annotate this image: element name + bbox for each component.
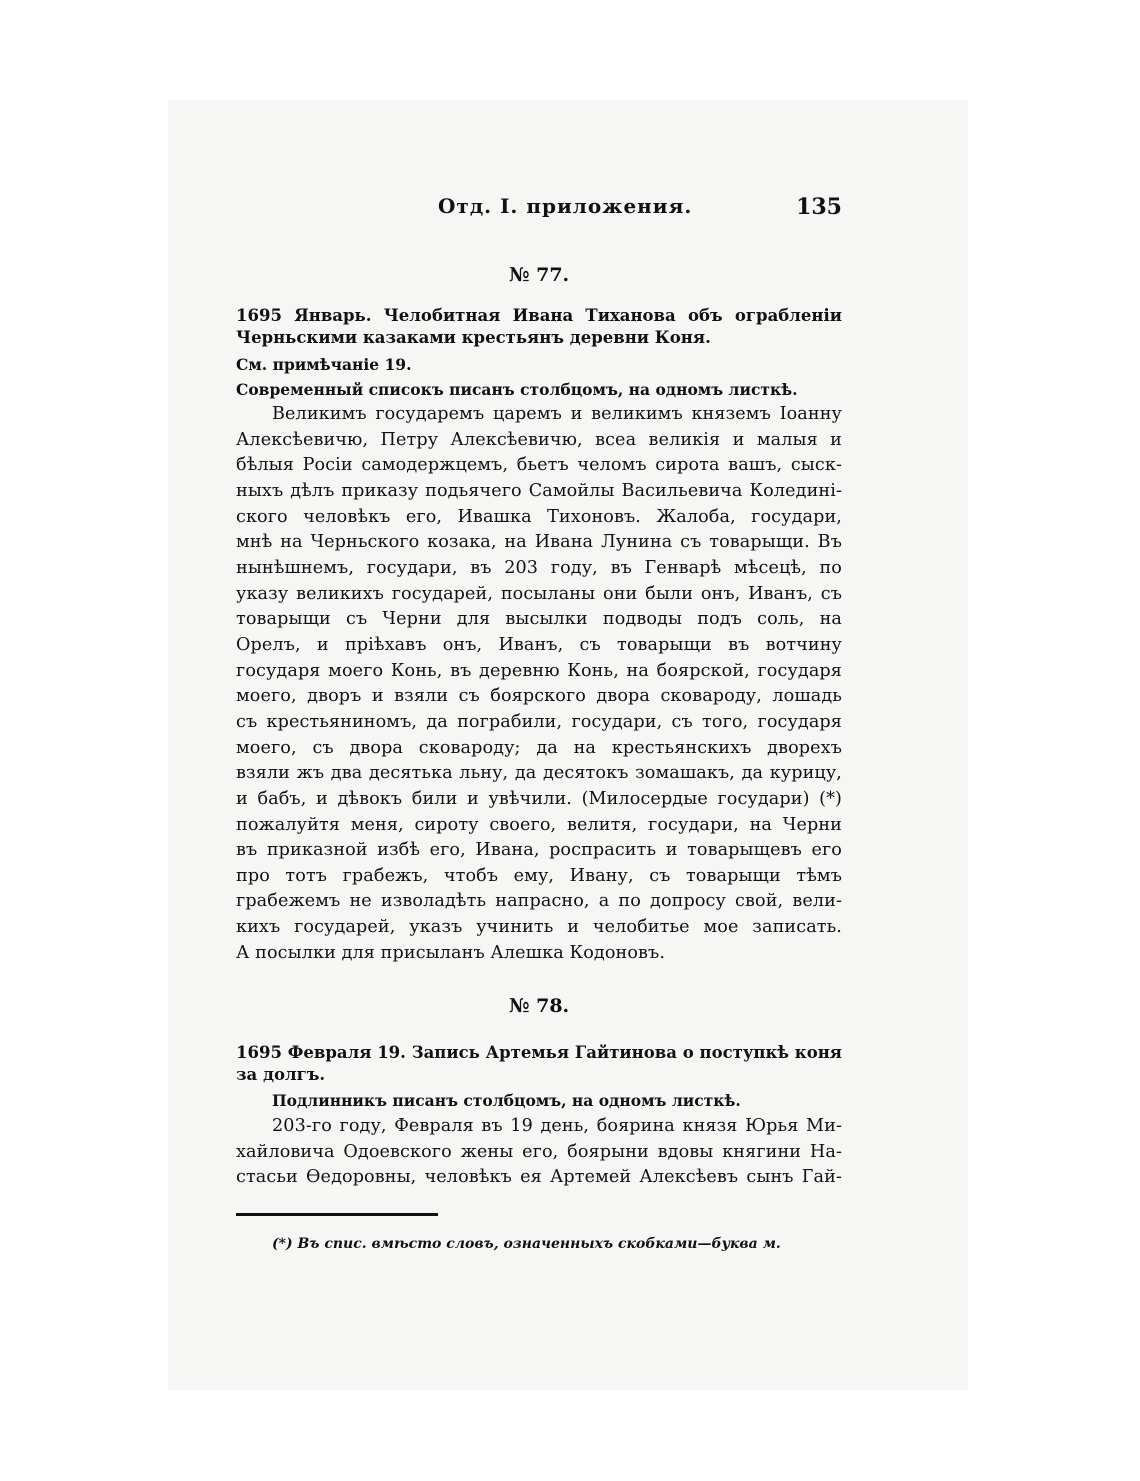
body-line: въ приказной избѣ его, Ивана, роспрасить и товарыщевъ его: [236, 840, 842, 861]
body-line: и бабъ, и дѣвокъ били и увѣчили. (Милосердые государи) (*): [236, 788, 842, 809]
body-line: мнѣ на Черньского козака, на Ивана Лунина съ товарыщи. Въ: [236, 532, 842, 553]
note-line: См. примѣчанiе 19.: [236, 355, 412, 374]
body-line: товарыщи съ Черни для высылки подводы подъ соль, на: [236, 609, 842, 630]
document-number: № 78.: [508, 995, 570, 1017]
header-line: Черньскими казаками крестьянъ деревни Коня.: [236, 328, 711, 347]
body-line: взяли жъ два десятька льну, да десятокъ зомашакъ, да курицу,: [236, 763, 842, 784]
footnote: (*) Въ спис. вмѣсто словъ, означенныхъ скобками—буква м.: [272, 1236, 781, 1252]
body-line: государя моего Конь, въ деревню Конь, на боярской, государя: [236, 660, 842, 681]
document-body: [236, 402, 842, 966]
document-header: [236, 1042, 842, 1086]
note-line: Подлинникъ писанъ столбцомъ, на одномъ листкѣ.: [272, 1091, 741, 1110]
body-line: кихъ государей, указъ учинить и челобитье мое записать.: [236, 917, 842, 938]
body-line: пожалуйтя меня, сироту своего, велитя, государи, на Черни: [236, 814, 842, 835]
body-line: стасьи Өедоровны, человѣкъ ея Артемей Алексѣевъ сынъ Гай-: [236, 1167, 842, 1188]
document-header: [236, 305, 842, 349]
running-head: [236, 194, 842, 224]
body-line: моего, съ двора сковароду; да на крестьянскихъ дворехъ: [236, 737, 842, 758]
body-line: ныхъ дѣлъ приказу подьячего Самойлы Васильевича Колединi-: [236, 480, 842, 501]
body-line: А посылки для присыланъ Алешка Кодоновъ.: [236, 942, 666, 963]
body-line: указу великихъ государей, посыланы они были онъ, Иванъ, съ: [236, 583, 842, 604]
body-line: съ крестьяниномъ, да пограбили, государи, съ того, государя: [236, 711, 842, 732]
document-notes: [236, 1090, 842, 1112]
header-line: за долгъ.: [236, 1065, 326, 1084]
body-line: про тотъ грабежъ, чтобъ ему, Ивану, съ товарыщи тѣмъ: [236, 865, 842, 886]
body-line: грабежемъ не изволадѣть напрасно, а по допросу свой, вели-: [236, 891, 842, 912]
body-line: 203-го году, Февраля въ 19 день, боярина князя Юрья Ми-: [272, 1116, 842, 1136]
document-body: [236, 1114, 842, 1191]
body-line: Великимъ государемъ царемъ и великимъ княземъ Iоанну: [272, 404, 842, 424]
body-line: Алексѣевичю, Петру Алексѣевичю, всеа великiя и малыя и: [236, 429, 842, 450]
running-title: Отд. I. приложения.: [438, 194, 693, 218]
note-line: Современный списокъ писанъ столбцомъ, на одномъ листкѣ.: [236, 380, 798, 399]
body-line: Орелъ, и прiѣхавъ онъ, Иванъ, съ товарыщи въ вотчину: [236, 634, 842, 655]
body-line: хайловича Одоевского жены его, боярыни вдовы княгини На-: [236, 1141, 842, 1162]
page-number: 135: [796, 194, 842, 220]
body-line: ского человѣкъ его, Ивашка Тихоновъ. Жалоба, государи,: [236, 506, 842, 527]
footnote-rule: [236, 1213, 438, 1216]
body-line: бѣлыя Росiи самодержцемъ, бьетъ челомъ сирота вашъ, сыск-: [236, 455, 842, 476]
header-line: 1695 Февраля 19. Запись Артемья Гайтинова о поступкѣ коня: [236, 1043, 842, 1062]
document-number: № 77.: [508, 264, 570, 286]
body-line: моего, дворъ и взяли съ боярского двора сковароду, лошадь: [236, 686, 842, 707]
body-line: нынѣшнемъ, государи, въ 203 году, въ Генварѣ мѣсецѣ, по: [236, 557, 842, 578]
header-line: 1695 Январь. Челобитная Ивана Тиханова объ ограбленiи: [236, 306, 842, 325]
document-notes: [236, 354, 842, 401]
